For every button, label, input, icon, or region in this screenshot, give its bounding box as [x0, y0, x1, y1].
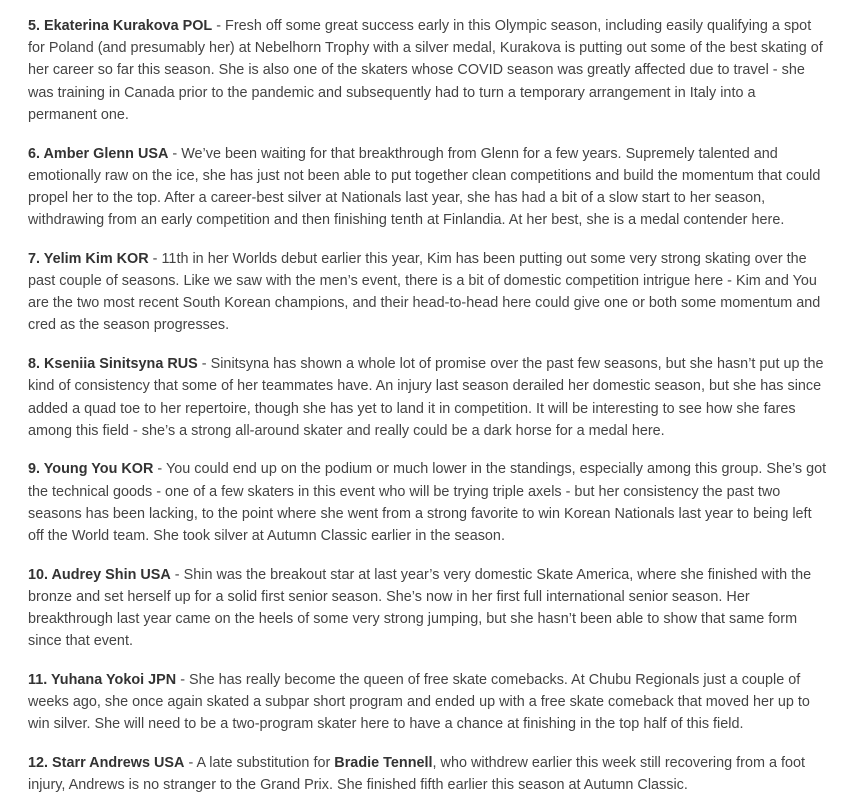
skater-entry-shin [28, 564, 827, 653]
skater-description-start: - A late substitution for [184, 755, 335, 772]
skater-description: - Sinitsyna has shown a whole lot of promise over the past few seasons, but she hasn’t put up the kind of consistency that some of her teammates have. An injury last season derailed her domestic season, but she has since added a quad toe to her repertoire, though she has yet to land it in competition. It will be interesting to see how she fares among this field - she’s a strong all-around skater and really could be a dark horse for a medal here. [28, 356, 824, 439]
skater-description: - You could end up on the podium or much lower in the standings, especially among this group. She’s got the technical goods - one of a few skaters in this event who will be trying triple axels - but her consistency the past two seasons has been lacking, to the point where she went from a strong favorite to win Korean Nationals last year to being left off the World team. She took silver at Autumn Classic earlier in the season. [28, 461, 827, 545]
skater-entry-kurakova [28, 15, 827, 126]
skater-description: - 11th in her Worlds debut earlier this year, Kim has been putting out some very strong skating over the past couple of seasons. Like we saw with the men’s event, there is a bit of domestic competition intrigue here - Kim and You are the two most recent South Korean champions, and their head-to-head here could give one or both some momentum and cred as the season progresses. [28, 250, 821, 334]
skater-description: - Shin was the breakout star at last year’s very domestic Skate America, where she finished with the bronze and set herself up for a solid first senior season. She’s now in her first full international senior season. Her breakthrough last year came on the heels of some very strong jumping, but she hasn’t been able to show that same form since that event. [28, 566, 812, 650]
mentioned-skater-name: Bradie Tennell [334, 755, 433, 772]
skater-entry-glenn [28, 143, 827, 232]
skater-name: 8. Kseniia Sinitsyna RUS [28, 356, 198, 373]
skater-name: 10. Audrey Shin USA [28, 566, 171, 583]
skater-name: 7. Yelim Kim KOR [28, 250, 149, 267]
skater-description-end: , who withdrew earlier this week still recovering from a foot injury, Andrews is no stranger to the Grand Prix. She finished fifth earlier this season at Autumn Classic. [28, 755, 806, 794]
skater-name: 6. Amber Glenn USA [28, 145, 169, 162]
skater-entry-yokoi [28, 669, 827, 736]
skater-entry-kim [28, 248, 827, 337]
skater-name: 12. Starr Andrews USA [28, 755, 185, 772]
skater-name: 11. Yuhana Yokoi JPN [28, 672, 177, 689]
skater-description: - We’ve been waiting for that breakthrough from Glenn for a few years. Supremely talented and emotionally raw on the ice, she has just not been able to put together clean competitions and build the momentum that could propel her to the top. After a career-best silver at Nationals last year, she has had a bit of a slow start to her season, withdrawing from an early competition and then finishing tenth at Finlandia. At her best, she is a medal contender here. [28, 145, 821, 229]
skater-entry-you [28, 458, 827, 547]
skater-entry-sinitsyna [28, 353, 827, 442]
skater-description: - Fresh off some great success early in this Olympic season, including easily qualifying a spot for Poland (and presumably her) at Nebelhorn Trophy with a silver medal, Kurakova is putting out some of the best skating of her career so far this season. She is also one of the skaters whose COVID season was greatly affected due to travel - she was training in Canada prior to the pandemic and subsequently had to turn a temporary arrangement in Italy into a permanent one. [28, 18, 823, 123]
skater-description: - She has really become the queen of free skate comebacks. At Chubu Regionals just a couple of weeks ago, she once again skated a subpar short program and ended up with a free skate comeback that moved her up to win silver. She will need to be a two-program skater here to have a chance at finishing in the top half of this field. [28, 672, 810, 733]
skater-entry-andrews [28, 752, 827, 796]
skater-name: 9. Young You KOR [28, 461, 154, 478]
skater-name: 5. Ekaterina Kurakova POL [28, 18, 213, 34]
